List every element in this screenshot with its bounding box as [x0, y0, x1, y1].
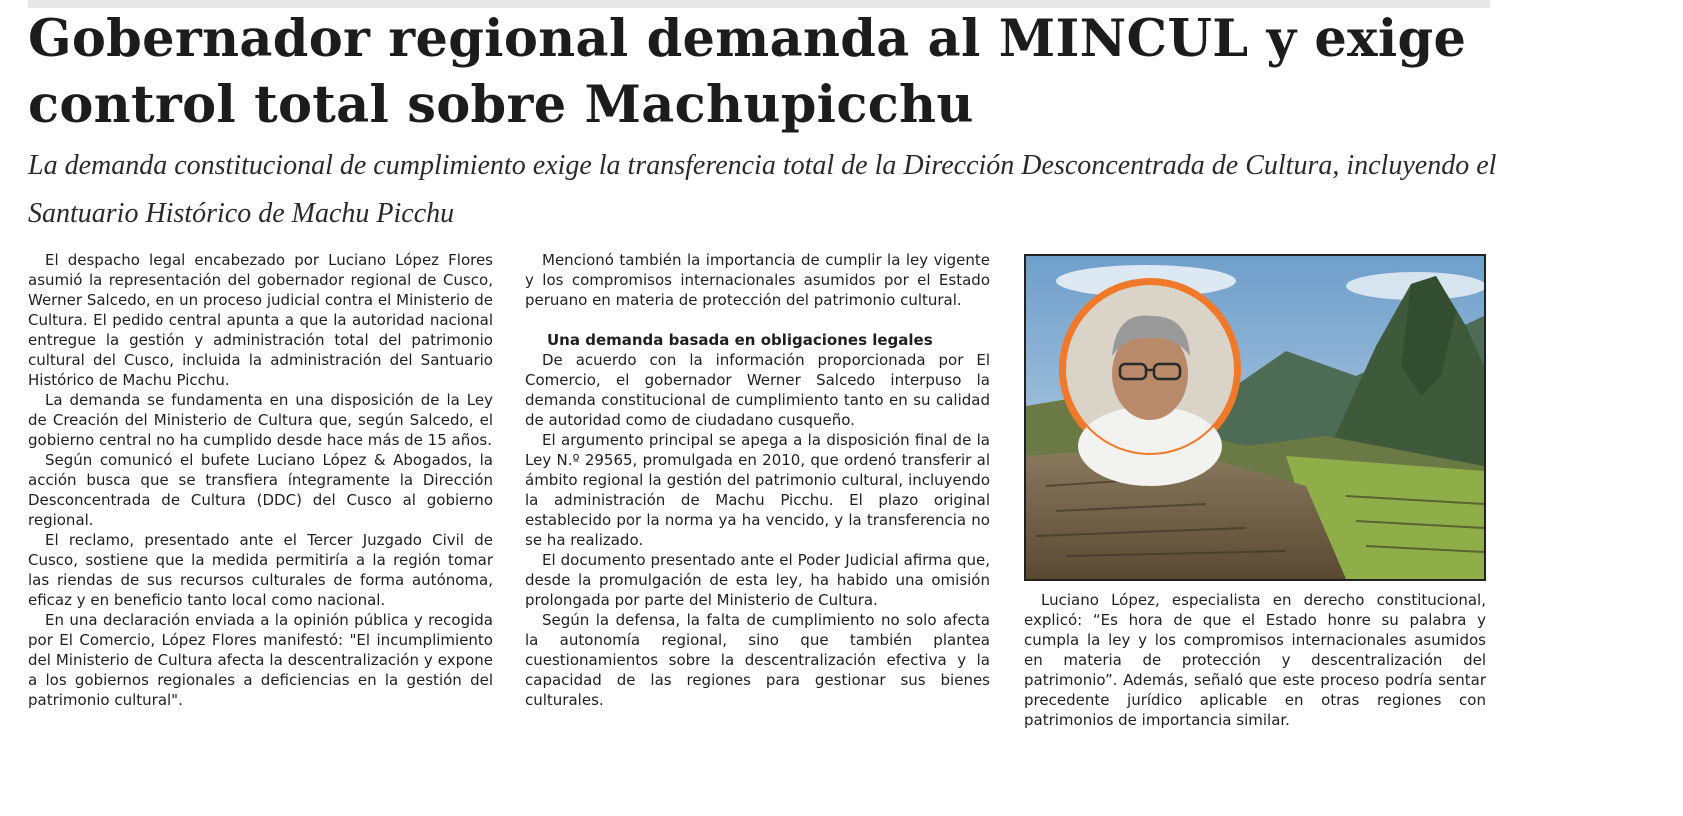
paragraph: El reclamo, presentado ante el Tercer Juzgado Civil de Cusco, sostiene que la medida permitiría a la región tomar las riendas de sus recursos culturales de forma autónoma, eficaz y en beneficio tanto local como nacional.: [28, 531, 493, 609]
paragraph: Según comunicó el bufete Luciano López & Abogados, la acción busca que se transfiera íntegramente la Dirección Desconcentrada de Cultura (DDC) del Cusco al gobierno regional.: [28, 451, 493, 529]
photo-caption: Luciano López, especialista en derecho constitucional, explicó: “Es hora de que el Estado honre su palabra y cumpla la ley y los compromisos internacionales asumidos en materia de protección y descentralización del patrimonio”. Además, señaló que este proceso podría sentar precedente jurídico aplicable en otras regiones con patrimonios de importancia similar.: [1024, 591, 1486, 729]
subheadline: La demanda constitucional de cumplimiento exige la transferencia total de la Dirección Desconcentrada de Cultura, incluyendo el Santuario Histórico de Machu Picchu: [28, 150, 1497, 229]
column-2: [525, 250, 990, 710]
paragraph: De acuerdo con la información proporcionada por El Comercio, el gobernador Werner Salcedo interpuso la demanda constitucional de cumplimiento tanto en su calidad de autoridad como de ciudadano cusqueño.: [525, 351, 990, 429]
paragraph: El despacho legal encabezado por Luciano López Flores asumió la representación del gobernador regional de Cusco, Werner Salcedo, en un proceso judicial contra el Ministerio de Cultura. El pedido central apunta a que la autoridad nacional entregue la gestión y administración total del patrimonio cultural del Cusco, incluida la administración del Santuario Histórico de Machu Picchu.: [28, 251, 493, 389]
photo-illustration: [1026, 256, 1484, 579]
paragraph: Según la defensa, la falta de cumplimiento no solo afecta la autonomía regional, sino que también plantea cuestionamientos sobre la descentralización efectiva y la capacidad de las regiones para gestionar sus bienes culturales.: [525, 611, 990, 709]
machu-picchu-photo: [1024, 254, 1486, 581]
paragraph: El documento presentado ante el Poder Judicial afirma que, desde la promulgación de esta ley, ha habido una omisión prolongada por parte del Ministerio de Cultura.: [525, 551, 990, 609]
column-1: [28, 250, 493, 710]
paragraph: El argumento principal se apega a la disposición final de la Ley N.º 29565, promulgada en 2010, que ordenó transferir al ámbito regional la gestión del patrimonio cultural, incluyendo la administración de Machu Picchu. El plazo original establecido por la norma ya ha vencido, y la transferencia no se ha realizado.: [525, 431, 990, 549]
paragraph: Mencionó también la importancia de cumplir la ley vigente y los compromisos internacionales asumidos por el Estado peruano en materia de protección del patrimonio cultural.: [525, 251, 990, 309]
headline: Gobernador regional demanda al MINCUL y exige control total sobre Machupicchu: [28, 9, 1467, 135]
section-heading: Una demanda basada en obligaciones legales: [547, 331, 933, 349]
paragraph: La demanda se fundamenta en una disposición de la Ley de Creación del Ministerio de Cultura que, según Salcedo, el gobierno central no ha cumplido desde hace más de 15 años.: [28, 391, 493, 449]
paragraph: En una declaración enviada a la opinión pública y recogida por El Comercio, López Flores manifestó: "El incumplimiento del Ministerio de Cultura afecta la descentralización y expone a los gobiernos regionales a deficiencias en la gestión del patrimonio cultural".: [28, 611, 493, 709]
